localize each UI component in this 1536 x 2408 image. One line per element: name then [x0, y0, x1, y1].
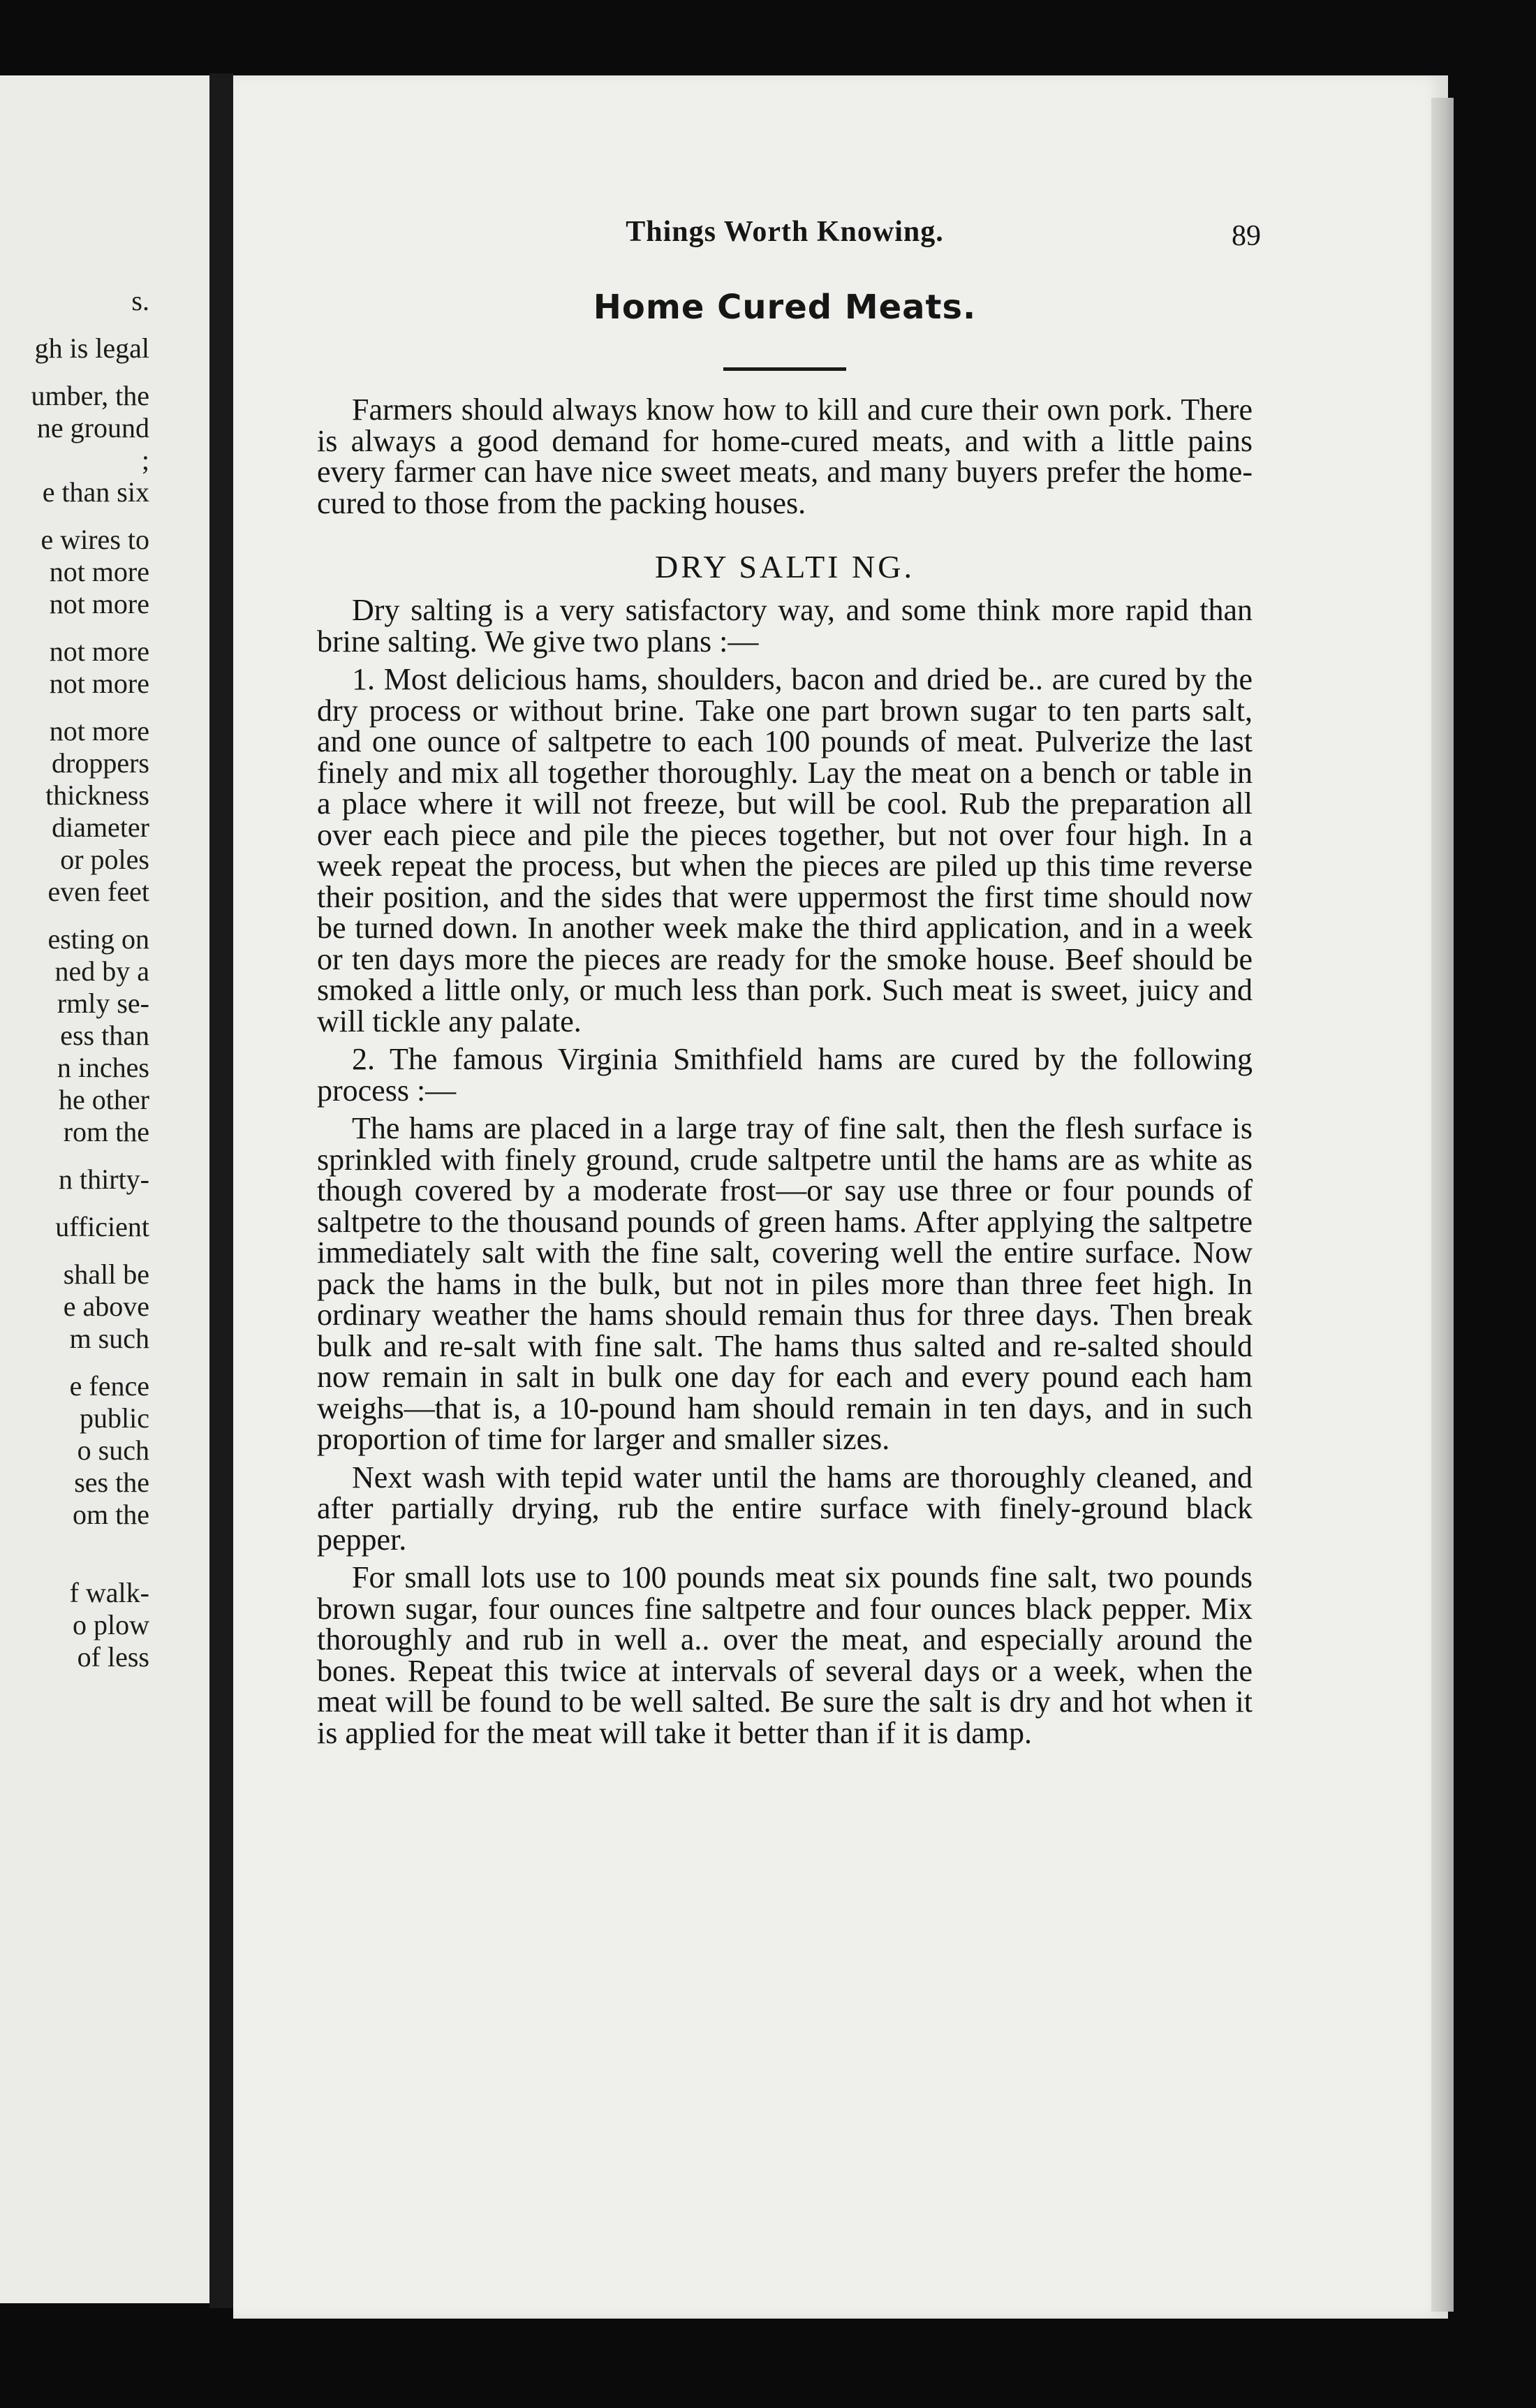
facing-page-line: ne ground: [36, 412, 149, 443]
facing-page-line: om the: [73, 1499, 149, 1530]
facing-page-line: rmly se-: [57, 988, 149, 1019]
facing-page-line: e than six: [42, 476, 149, 508]
facing-page-line: shall be: [63, 1258, 149, 1290]
facing-page-line: umber, the: [31, 380, 149, 411]
facing-page-line: esting on: [47, 923, 149, 955]
running-title: Things Worth Knowing.: [626, 216, 944, 248]
facing-page-line: s.: [131, 285, 149, 316]
paragraph: 1. Most delicious hams, shoulders, bacon and dried be.. are cured by the dry process or without brine. Take one part brown sugar to ten parts salt, and one ounce of saltpetre to each 100 pounds of meat. Pulverize the last finely and mix all together thoroughly. Lay the meat on a bench or table in a place where it will not freeze, but will be cool. Rub the preparation all over each piece and pile the pieces together, but not over four high. In a week repeat the process, but when the pieces are piled up this time reverse their position, and the sides that were uppermost the first time should now be turned down. In another week make the third application, and in a week or ten days more the pieces are ready for the smoke house. Beef should be smoked a little only, or much less than pork. Such meat is sweet, juicy and will tickle any palate.: [317, 662, 1253, 1038]
title-rule: [723, 367, 846, 371]
facing-page-line: he other: [59, 1084, 149, 1115]
facing-page-line: or poles: [60, 844, 149, 875]
facing-page-line: droppers: [52, 747, 149, 779]
facing-page-line: e wires to: [40, 524, 149, 555]
page-number: 89: [1232, 220, 1261, 252]
facing-page-line: not more: [49, 668, 149, 699]
facing-page-line: not more: [49, 715, 149, 747]
facing-page-line: not more: [49, 588, 149, 619]
facing-page-line: public: [80, 1402, 149, 1434]
facing-page-line: diameter: [52, 812, 149, 843]
page-content: [317, 215, 1261, 1750]
facing-page-line: ess than: [60, 1020, 149, 1051]
book-gutter: [209, 73, 233, 2308]
chapter-title: Home Cured Meats.: [593, 288, 977, 327]
facing-page-line: ned by a: [54, 955, 149, 987]
facing-page-line: e above: [63, 1291, 149, 1322]
facing-page-line: n inches: [57, 1052, 149, 1083]
facing-page-line: o plow: [73, 1609, 149, 1640]
facing-page-line: n thirty-: [59, 1163, 149, 1195]
paragraph: Next wash with tepid water until the hams are thoroughly cleaned, and after partially drying, rub the entire surface with finely-ground black pepper.: [317, 1460, 1253, 1557]
facing-page: [0, 75, 218, 2303]
facing-page-line: gh is legal: [34, 332, 149, 364]
facing-page-line: f walk-: [69, 1577, 149, 1608]
facing-page-line: of less: [77, 1641, 149, 1673]
page-edge: [1431, 98, 1454, 2312]
facing-page-line: o such: [77, 1434, 149, 1466]
facing-page-line: not more: [49, 636, 149, 667]
running-head: [317, 215, 1261, 260]
facing-page-line: rom the: [63, 1116, 149, 1147]
main-page: [233, 75, 1448, 2319]
facing-page-line: ses the: [74, 1467, 149, 1498]
paragraph: The hams are placed in a large tray of fine salt, then the flesh surface is sprinkled with finely ground, crude saltpetre until the hams are as white as though covered by a moderate frost—or say use three or four pounds of saltpetre to the thousand pounds of green hams. After applying the saltpetre immediately salt with the fine salt, covering well the entire surface. Now pack the hams in the bulk, but not in piles more than three feet high. In ordinary weather the hams should remain thus for three days. Then break bulk and re-salt with fine salt. The hams thus salted and re-salted should now remain in salt in bulk one day for each and every pound each ham weighs—that is, a 10-pound ham should remain in ten days, and in such proportion of time for larger and smaller sizes.: [317, 1111, 1253, 1456]
facing-page-line: thickness: [45, 779, 149, 811]
facing-page-line: ;: [141, 444, 149, 476]
paragraph: Dry salting is a very satisfactory way, and some think more rapid than brine salting. We give two plans :—: [317, 593, 1253, 659]
intro-paragraph: Farmers should always know how to kill and cure their own pork. There is always a good demand for home-cured meats, and with a little pains every farmer can have nice sweet meats, and many buyers prefer the home-cured to those from the packing houses.: [317, 392, 1253, 520]
section-heading: DRY SALTI NG.: [655, 549, 915, 585]
facing-page-line: even feet: [47, 876, 149, 907]
paragraph: For small lots use to 100 pounds meat six pounds fine salt, two pounds brown sugar, four ounces fine saltpetre and four ounces black pepper. Mix thoroughly and rub in well a.. over the meat, and especially around the bones. Repeat this twice at intervals of several days or a week, when the meat will be found to be well salted. Be sure the salt is dry and hot when it is applied for the meat will take it better than if it is damp.: [317, 1560, 1253, 1750]
facing-page-line: not more: [49, 556, 149, 587]
facing-page-line: e fence: [69, 1370, 149, 1402]
facing-page-line: m such: [69, 1323, 149, 1354]
facing-page-line: ufficient: [55, 1211, 149, 1242]
paragraph: 2. The famous Virginia Smithfield hams are cured by the following process :—: [317, 1042, 1253, 1108]
facing-page-text: [0, 75, 218, 2303]
